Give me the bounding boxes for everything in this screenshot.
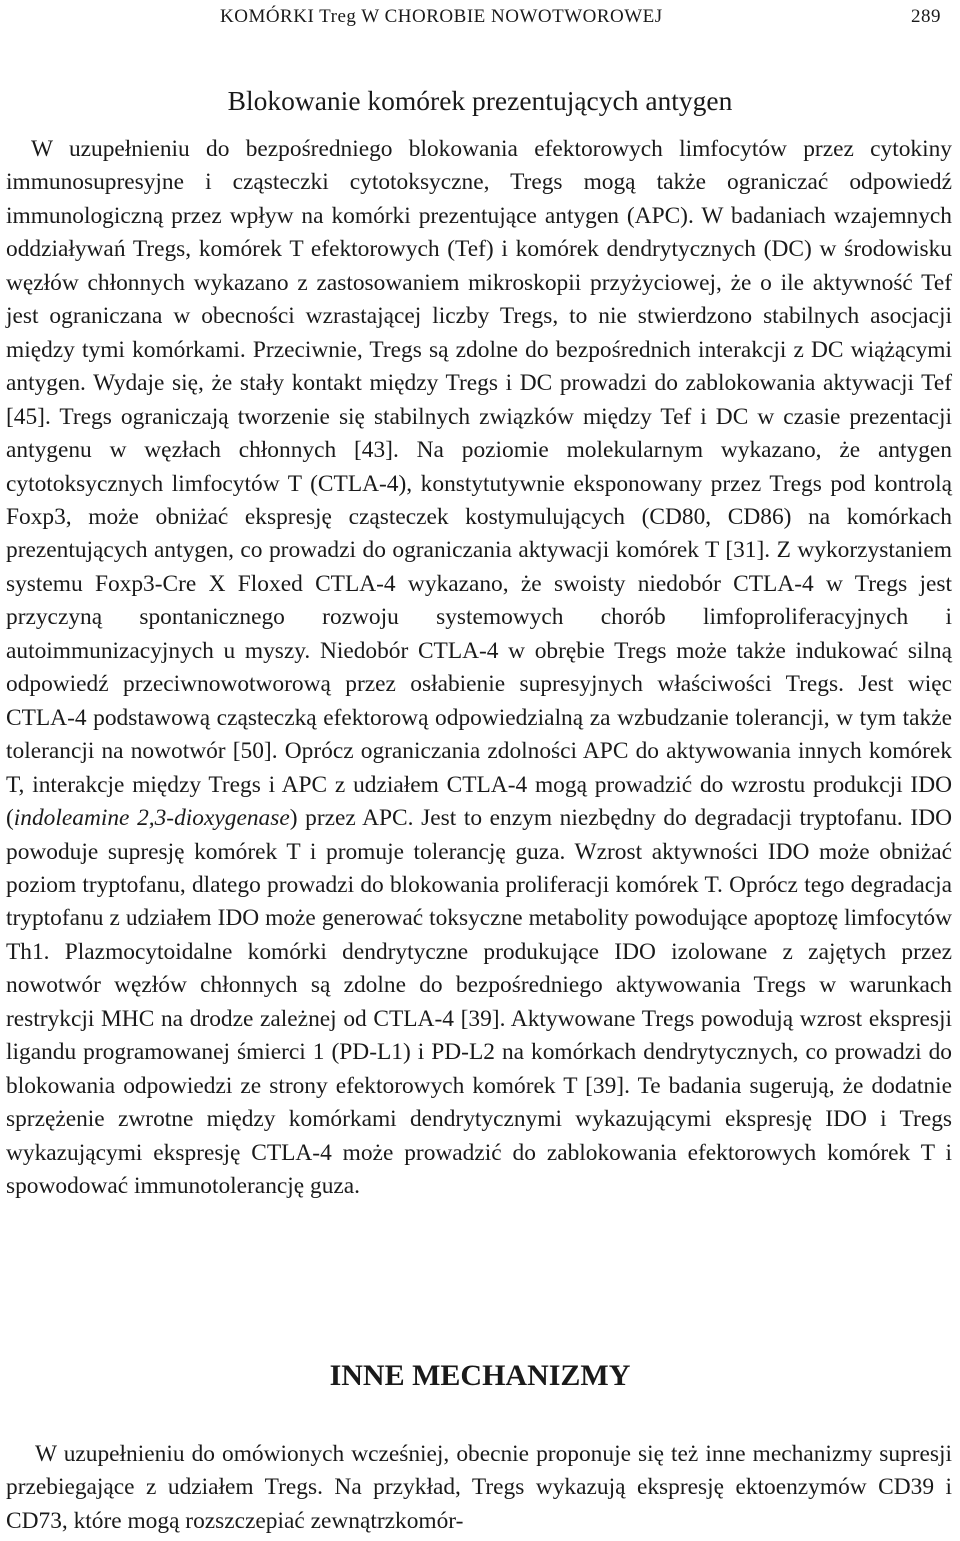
page-number: 289 (911, 6, 941, 27)
running-title: KOMÓRKI Treg W CHOROBIE NOWOTWOROWEJ (220, 6, 663, 27)
body-paragraph-other-mechanisms: W uzupełnieniu do omówionych wcześniej, obecnie proponuje się też inne mechanizmy supresji przebiegające z udziałem Tregs. Na przykład, Tregs wykazują ekspresję ektoenzymów CD39 i CD73, które mogą rozszczepiać zewnątrzkomór- (6, 1441, 952, 1534)
body-paragraph-blocking-apc (6, 133, 952, 1204)
chapter-heading: INNE MECHANIZMY (329, 1359, 631, 1392)
running-header (0, 6, 960, 30)
italic-term: indoleamine 2,3-dioxygenase (13, 805, 290, 832)
paragraph-text-part-2: ) przez APC. Jest to enzym niezbędny do degradacji tryptofanu. IDO powoduje supresję komórek T i promuje tolerancję guza. Wzrost aktywności IDO może obniżać poziom tryptofanu, dlatego prowadzi do blokowania proliferacji komórek T. Oprócz tego degradacja tryptofanu z udziałem IDO może generować toksyczne metabolity powodujące apoptozę limfocytów Th1. Plazmocytoidalne komórki dendrytyczne produkujące IDO izolowane z zajętych przez nowotwór węzłów chłonnych są zdolne do bezpośredniego aktywowania Tregs w warunkach restrykcji MHC na drodze zależnej od CTLA-4 [39]. Aktywowane Tregs powodują wzrost ekspresji ligandu programowanej śmierci 1 (PD-L1) i PD-L2 na komórkach dendrytycznych, co prowadzi do blokowania odpowiedzi ze strony efektorowych komórek T [39]. Te badania sugerują, że dodatnie sprzężenie zwrotne między komórkami dendrytycznymi wykazującymi ekspresję IDO i Tregs wykazującymi ekspresję CTLA-4 może prowadzić do zablokowania efektorowych komórek T i spowodować immunotolerancję guza. (6, 805, 952, 1200)
section-heading: Blokowanie komórek prezentujących antygen (227, 85, 733, 116)
paragraph-text-part-1: W uzupełnieniu do bezpośredniego blokowania efektorowych limfocytów przez cytokiny immunosupresyjne i cząsteczki cytotoksyczne, Tregs mogą także ograniczać odpowiedź immunologiczną przez wpływ na komórki prezentujące antygen (APC). W badaniach wzajemnych oddziaływań Tregs, komórek T efektorowych (Tef) i komórek dendrytycznych (DC) w środowisku węzłów chłonnych wykazano z zastosowaniem mikroskopii przyżyciowej, że o ile aktywność Tef jest ograniczana w obecności wzrastającej liczby Tregs, to nie stwierdzono stabilnych asocjacji między tymi komórkami. Przeciwnie, Tregs są zdolne do bezpośrednich interakcji z DC wiążącymi antygen. Wydaje się, że stały kontakt między Tregs i DC prowadzi do zablokowania aktywacji Tef [45]. Tregs ograniczają tworzenie się stabilnych związków między Tef i DC w czasie prezentacji antygenu w węzłach chłonnych [43]. Na poziomie molekularnym wykazano, że antygen cytotoksycznych limfocytów T (CTLA-4), konstytutywnie eksponowany przez Tregs pod kontrolą Foxp3, może obniżać ekspresję cząsteczek kostymulujących (CD80, CD86) na komórkach prezentujących antygen, co prowadzi do ograniczania aktywacji komórek T [31]. Z wykorzystaniem systemu Foxp3-Cre X Floxed CTLA-4 wykazano, że swoisty niedobór CTLA-4 w Tregs jest przyczyną spontanicznego rozwoju systemowych chorób limfoproliferacyjnych i autoimmunizacyjnych u myszy. Niedobór CTLA-4 w obrębie Tregs może także indukować silną odpowiedź przeciwnowotworową przez osłabienie supresyjnych właściwości Tregs. Jest więc CTLA-4 podstawową cząsteczką efektorową odpowiedzialną za wzbudzanie tolerancji, w tym także tolerancji na nowotwór [50]. Oprócz ograniczania zdolności APC do aktywowania innych komórek T, interakcje między Tregs i APC z udziałem CTLA-4 mogą prowadzić do wzrostu produkcji IDO ( (6, 136, 952, 832)
